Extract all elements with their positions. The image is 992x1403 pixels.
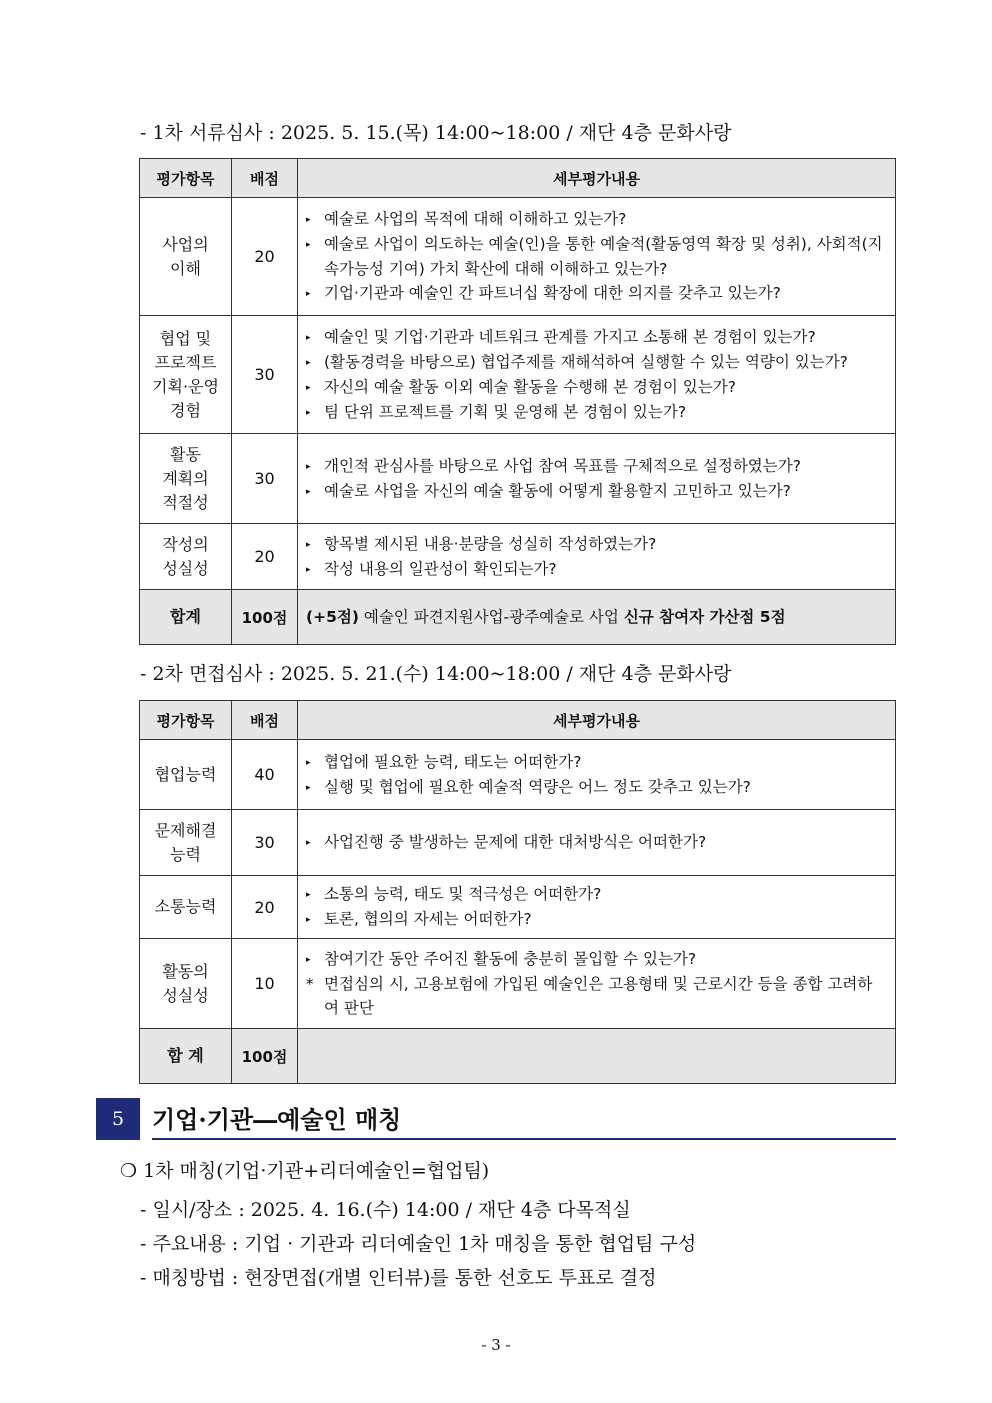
list-item: ▸ 기업·기관과 예술인 간 파트너십 확장에 대한 의지를 갖추고 있는가? bbox=[306, 281, 887, 306]
bullet-icon: ▸ bbox=[306, 240, 311, 250]
table-row bbox=[140, 198, 896, 316]
total-row bbox=[140, 1029, 896, 1084]
matching-subtitle: ❍ 1차 매칭(기업·기관+리더예술인=협업팀) bbox=[120, 1160, 490, 1182]
detail-cell bbox=[298, 810, 896, 876]
col-score-header: 배점 bbox=[232, 701, 298, 740]
table-row bbox=[140, 810, 896, 876]
bullet-icon: ▸ bbox=[306, 215, 311, 225]
table-row bbox=[140, 939, 896, 1029]
category-cell: 협업능력 bbox=[140, 740, 232, 810]
detail-cell bbox=[298, 740, 896, 810]
list-item: ▸ 예술로 사업의 목적에 대해 이해하고 있는가? bbox=[306, 207, 887, 232]
bullet-icon: ▸ bbox=[306, 539, 311, 550]
list-item: ▸ 항목별 제시된 내용·분량을 성실히 작성하였는가? bbox=[306, 532, 887, 557]
detail-cell bbox=[298, 939, 896, 1029]
total-score: 100점 bbox=[232, 590, 298, 645]
detail-cell bbox=[298, 434, 896, 524]
screening2-table bbox=[139, 700, 896, 1084]
detail-cell bbox=[298, 524, 896, 590]
table-header-row bbox=[140, 701, 896, 740]
note-item: * 면접심의 시, 고용보험에 가입된 예술인은 고용형태 및 근로시간 등을 종합 고려하여 판단 bbox=[306, 972, 887, 1020]
table-header-row bbox=[140, 159, 896, 198]
matching-method: - 매칭방법 : 현장면접(개별 인터뷰)를 통한 선호도 투표로 결정 bbox=[140, 1267, 657, 1289]
list-item: ▸ 협업에 필요한 능력, 태도는 어떠한가? bbox=[306, 750, 887, 775]
bullet-icon: ▸ bbox=[306, 564, 311, 575]
total-row bbox=[140, 590, 896, 645]
list-item: ▸ 토론, 협의의 자세는 어떠한가? bbox=[306, 907, 887, 932]
bullet-icon: ▸ bbox=[306, 782, 311, 793]
bullet-icon: ▸ bbox=[306, 955, 311, 965]
score-cell: 20 bbox=[232, 876, 298, 939]
total-label: 합 계 bbox=[140, 1029, 232, 1084]
screening1-heading: - 1차 서류심사 : 2025. 5. 15.(목) 14:00~18:00 / 재단 4층 문화사랑 bbox=[140, 122, 732, 144]
category-cell: 협업 및 프로젝트 기획·운영 경험 bbox=[140, 316, 232, 434]
bullet-icon: ▸ bbox=[306, 332, 311, 343]
detail-cell bbox=[298, 198, 896, 316]
list-item: ▸ 소통의 능력, 태도 및 적극성은 어떠한가? bbox=[306, 882, 887, 907]
score-cell: 10 bbox=[232, 939, 298, 1029]
bullet-icon: ▸ bbox=[306, 382, 311, 393]
col-score-header: 배점 bbox=[232, 159, 298, 198]
category-cell: 활동 계획의 적절성 bbox=[140, 434, 232, 524]
col-detail-header: 세부평가내용 bbox=[298, 159, 896, 198]
section-number: 5 bbox=[96, 1098, 140, 1140]
table-row bbox=[140, 316, 896, 434]
col-category-header: 평가항목 bbox=[140, 159, 232, 198]
list-item: ▸ 예술로 사업을 자신의 예술 활동에 어떻게 활용할지 고민하고 있는가? bbox=[306, 479, 887, 504]
bullet-icon: ▸ bbox=[306, 461, 311, 472]
bullet-icon: ▸ bbox=[306, 486, 311, 497]
category-cell: 작성의 성실성 bbox=[140, 524, 232, 590]
score-cell: 20 bbox=[232, 198, 298, 316]
bullet-icon: ▸ bbox=[306, 838, 311, 848]
col-category-header: 평가항목 bbox=[140, 701, 232, 740]
matching-content: - 주요내용 : 기업 · 기관과 리더예술인 1차 매칭을 통한 협업팀 구성 bbox=[140, 1233, 697, 1255]
list-item: ▸ 참여기간 동안 주어진 활동에 충분히 몰입할 수 있는가? bbox=[306, 947, 887, 972]
detail-cell bbox=[298, 316, 896, 434]
total-score: 100점 bbox=[232, 1029, 298, 1084]
score-cell: 30 bbox=[232, 434, 298, 524]
score-cell: 20 bbox=[232, 524, 298, 590]
category-cell: 사업의 이해 bbox=[140, 198, 232, 316]
list-item: ▸ 예술인 및 기업·기관과 네트워크 관계를 가지고 소통해 본 경험이 있는가? bbox=[306, 325, 887, 350]
empty-cell bbox=[298, 1029, 896, 1084]
section-title: 기업·기관―예술인 매칭 bbox=[152, 1105, 402, 1134]
table-row bbox=[140, 740, 896, 810]
col-detail-header: 세부평가내용 bbox=[298, 701, 896, 740]
detail-cell bbox=[298, 876, 896, 939]
category-cell: 활동의 성실성 bbox=[140, 939, 232, 1029]
list-item: ▸ 예술로 사업이 의도하는 예술(인)을 통한 예술적(활동영역 확장 및 성취), 사회적(지속가능성 기여) 가치 확산에 대해 이해하고 있는가? bbox=[306, 235, 883, 278]
matching-schedule: - 일시/장소 : 2025. 4. 16.(수) 14:00 / 재단 4층 다목적실 bbox=[140, 1199, 631, 1221]
score-cell: 30 bbox=[232, 810, 298, 876]
table-row bbox=[140, 876, 896, 939]
score-cell: 40 bbox=[232, 740, 298, 810]
section-rule bbox=[152, 1138, 896, 1140]
score-cell: 30 bbox=[232, 316, 298, 434]
table-row bbox=[140, 524, 896, 590]
bullet-icon: ▸ bbox=[306, 915, 311, 925]
section-5-header bbox=[96, 1098, 896, 1140]
list-item: ▸ (활동경력을 바탕으로) 협업주제를 재해석하여 실행할 수 있는 역량이 있는가? bbox=[306, 350, 887, 375]
bullet-icon: ▸ bbox=[306, 357, 311, 368]
category-cell: 문제해결 능력 bbox=[140, 810, 232, 876]
bullet-icon: ▸ bbox=[306, 289, 311, 299]
list-item: ▸ 작성 내용의 일관성이 확인되는가? bbox=[306, 557, 887, 582]
bullet-icon: ▸ bbox=[306, 757, 311, 768]
list-item: ▸ 사업진행 중 발생하는 문제에 대한 대처방식은 어떠한가? bbox=[306, 830, 887, 855]
table-row bbox=[140, 434, 896, 524]
list-item: ▸ 실행 및 협업에 필요한 예술적 역량은 어느 정도 갖추고 있는가? bbox=[306, 775, 887, 800]
bullet-icon: ▸ bbox=[306, 407, 311, 418]
list-item: ▸ 개인적 관심사를 바탕으로 사업 참여 목표를 구체적으로 설정하였는가? bbox=[306, 454, 887, 479]
page-number: - 3 - bbox=[481, 1336, 511, 1354]
total-label: 합계 bbox=[140, 590, 232, 645]
list-item: ▸ 자신의 예술 활동 이외 예술 활동을 수행해 본 경험이 있는가? bbox=[306, 375, 887, 400]
screening2-heading: - 2차 면접심사 : 2025. 5. 21.(수) 14:00~18:00 / 재단 4층 문화사랑 bbox=[140, 663, 732, 685]
category-cell: 소통능력 bbox=[140, 876, 232, 939]
asterisk-icon: * bbox=[306, 975, 314, 993]
screening1-table bbox=[139, 158, 896, 645]
bonus-note: (+5점) 예술인 파견지원사업-광주예술로 사업 신규 참여자 가산점 5점 bbox=[298, 590, 896, 645]
bullet-icon: ▸ bbox=[306, 890, 311, 900]
list-item: ▸ 팀 단위 프로젝트를 기획 및 운영해 본 경험이 있는가? bbox=[306, 400, 887, 425]
